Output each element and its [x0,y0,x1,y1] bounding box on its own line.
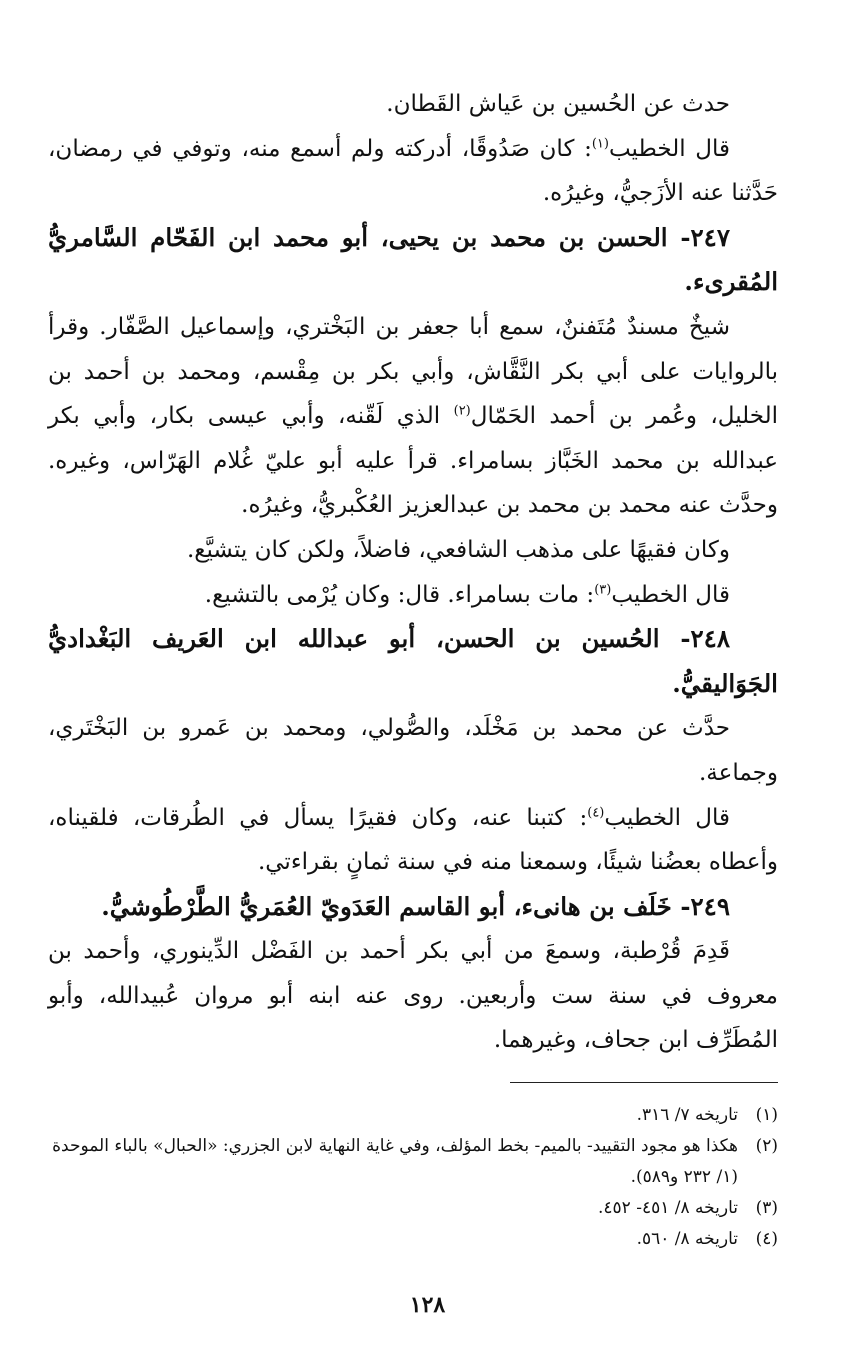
page-number: ١٢٨ [409,1292,446,1318]
footnote-text: تاريخه ٧/ ٣١٦. [636,1105,738,1125]
footnote-number: (٣) [755,1198,778,1218]
footnote-text: تاريخه ٨/ ٥٦٠. [636,1229,738,1249]
footnote-text: تاريخه ٨/ ٤٥١- ٤٥٢. [598,1198,738,1218]
entry-heading: ٢٤٩- خَلَف بن هانىء، أبو القاسم العَدَويّ العُمَريُّ الطَّرْطُوشيُّ. [101,891,730,921]
footnote-divider [510,1082,778,1083]
footnote-number: (٢) [755,1136,778,1156]
entry-heading: ٢٤٨- الحُسين بن الحسن، أبو عبدالله ابن العَريف البَغْداديُّ الجَوَاليقيُّ. [48,624,778,698]
footnote [48,1193,778,1224]
footnote [48,1100,778,1131]
footnotes [48,1100,778,1255]
footnote-ref[interactable]: (٢) [453,403,471,419]
paragraph: قَدِمَ قُرْطبة، وسمعَ من أبي بكر أحمد بن الفَضْل الدِّينوري، وأحمد بن معروف في سنة ست وأربعين. روى عنه ابنه أبو مروان عُبيدالله، وأبو المُطَرِّف ابن جحاف، وغيرهما. [48,938,778,1054]
footnote-number: (٤) [755,1229,778,1249]
paragraph: شيخٌ مسندٌ مُتَفننٌ، سمع أبا جعفر بن البَخْتري، وإسماعيل الصَّفّار. وقرأ بالروايات على أبي بكر النَّقَّاش، وأبي بكر بن مِقْسم، ومحمد بن أحمد بن الخليل، وعُمر بن أحمد الحَمّال$^{(٢)}$ الذي لَقّنه، وأبي عيسى بكار، وأبي بكر عبدالله بن محمد الخَبَّاز بسامراء. قرأ عليه أبو عليّ غُلام الهَرّاس، وغيره. وحدَّث عنه محمد بن محمد بن عبدالعزيز العُكْبريُّ، وغيرُه. [48,313,778,519]
paragraph: وكان فقيهًا على مذهب الشافعي، فاضلاً، ولكن كان يتشيَّع. [186,536,730,563]
footnote-number: (١) [755,1105,778,1125]
footnote [48,1224,778,1255]
footnote-ref[interactable]: (٤) [587,804,605,820]
entry-heading: ٢٤٧- الحسن بن محمد بن يحيى، أبو محمد ابن الفَحّام السَّامريُّ المُقرىء. [48,222,778,297]
main-text [48,82,778,1063]
paragraph: قال الخطيب$^{(٣)}$: مات بسامراء. قال: وكان يُرْمى بالتشيع. [204,581,730,608]
paragraph: حدَّث عن محمد بن مَخْلَد، والصُّولي، ومحمد بن عَمرو بن البَخْتَري، وجماعة. [48,715,778,786]
footnote [48,1131,778,1193]
footnote-ref[interactable]: (٣) [594,581,612,597]
footnote-text: هكذا هو مجود التقييد- بالميم- بخط المؤلف، وفي غاية النهاية لابن الجزري: «الحبال» بالباء الموحدة (١/ ٢٣٢ و٥٨٩). [52,1136,738,1187]
footnote-ref[interactable]: (١) [591,135,609,151]
paragraph: قال الخطيب$^{(١)}$: كان صَدُوقًا، أدركته ولم أسمع منه، وتوفي في رمضان، حَدَّثنا عنه الأزَجيُّ، وغيرُه. [48,135,778,207]
paragraph: حدث عن الحُسين بن عَياش القَطان. [386,91,730,117]
paragraph: قال الخطيب$^{(٤)}$: كتبنا عنه، وكان فقيرًا يسأل في الطُرقات، فلقيناه، وأعطاه بعضُنا شيئًا، وسمعنا منه في سنة ثمانٍ بقراءتي. [48,804,778,876]
